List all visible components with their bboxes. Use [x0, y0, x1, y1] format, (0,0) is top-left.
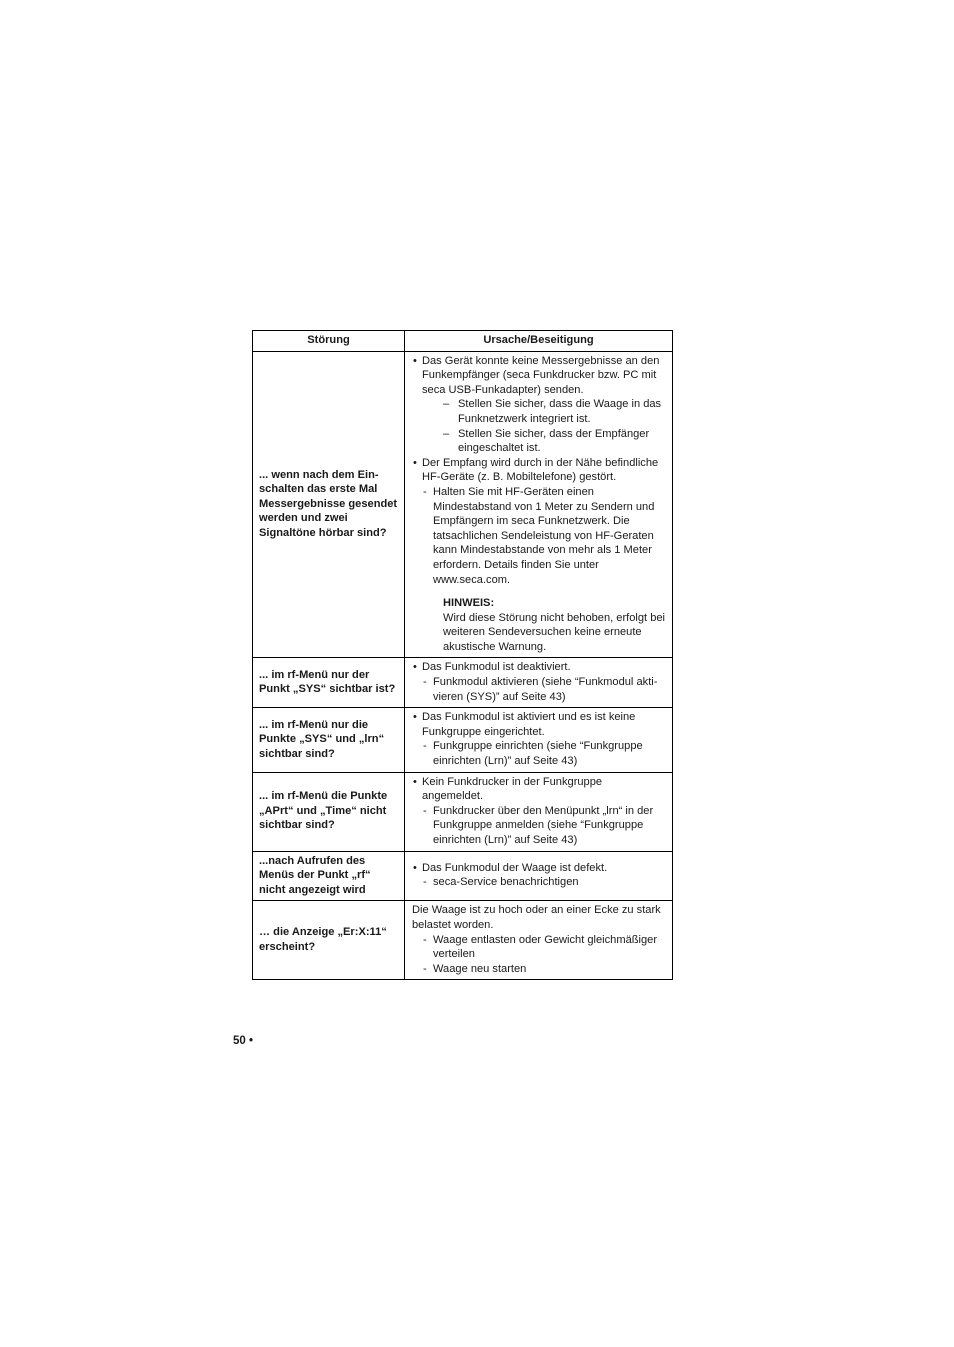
action-text: Funkgruppe einrichten (siehe “Funkgruppe einrichten (Lrn)” auf Seite 43)	[433, 740, 643, 768]
action-text: Funkdrucker über den Menüpunkt „lrn“ in der Funkgruppe anmelden (siehe “Funkgruppe einrichten (Lrn)” auf Seite 43)	[433, 804, 654, 846]
table-row	[253, 901, 673, 980]
cause-cell	[405, 351, 673, 658]
action-item	[411, 962, 666, 977]
bullet-text: Der Empfang wird durch in der Nähe befindliche HF-Geräte (z. B. Mobiltelefone) gestört.	[422, 456, 659, 484]
fault-cell: … die Anzeige „Er:X:11“ erscheint?	[253, 901, 405, 980]
table-row	[253, 351, 673, 658]
bullet-text: Das Funkmodul ist aktiviert und es ist keine Funkgruppe eingerichtet.	[422, 711, 636, 738]
action-text: Funkmodul aktivieren (siehe “Funkmodul aktivieren (SYS)” auf Seite 43)	[433, 676, 658, 703]
dash-mark: –	[443, 398, 450, 411]
troubleshooting-table	[252, 330, 673, 980]
hyphen-mark: -	[423, 676, 427, 689]
dash-item	[411, 427, 666, 456]
table-row	[253, 851, 673, 901]
dash-text: Stellen Sie sicher, dass der Empfänger eingeschaltet ist.	[458, 427, 650, 455]
fault-cell: ... wenn nach dem Einschalten das erste Mal Messergebnisse gesendet werden und zwei Signaltöne hörbar sind?	[253, 351, 405, 658]
action-item	[411, 933, 666, 962]
bullet-item	[411, 710, 666, 739]
bullet-mark: •	[413, 711, 417, 724]
action-text: Waage neu starten	[433, 962, 527, 975]
cause-text: Die Waage ist zu hoch oder an einer Ecke zu stark belastet worden.	[412, 904, 661, 931]
dash-mark: –	[443, 427, 450, 440]
action-item	[411, 875, 666, 890]
action-item	[411, 804, 666, 848]
action-item	[411, 485, 666, 587]
cause-cell	[405, 772, 673, 851]
note-title: HINWEIS:	[443, 597, 495, 610]
column-header-cause: Ursache/Beseitigung	[405, 331, 673, 352]
bullet-mark: •	[413, 456, 417, 469]
bullet-item	[411, 354, 666, 398]
action-text: seca-Service benachrichtigen	[433, 876, 579, 889]
page-number: 50 •	[233, 1035, 254, 1047]
action-item	[411, 675, 666, 704]
action-text: Halten Sie mit HF-Geräten einen Mindestabstand von 1 Meter zu Sendern und Empfängern im seca Funknetzwerk. Die tatsachlichen Sendeleistung von HF-Geraten kann Mindestabstande von mehr als 1 Meter erfordern. Details finden Sie unter www.seca.com.	[433, 485, 655, 586]
hyphen-mark: -	[423, 804, 427, 817]
table-header-row	[253, 331, 673, 352]
hyphen-mark: -	[423, 740, 427, 753]
dash-text: Stellen Sie sicher, dass die Waage in das Funknetzwerk integriert ist.	[458, 398, 662, 425]
bullet-item	[411, 775, 666, 804]
fault-cell: ...nach Aufrufen des Menüs der Punkt „rf“ nicht angezeigt wird	[253, 851, 405, 901]
cause-cell	[405, 901, 673, 980]
dash-item	[411, 397, 666, 426]
table-row	[253, 658, 673, 708]
bullet-item	[411, 660, 666, 675]
bullet-text: Das Gerät konnte keine Messergebnisse an den Funkempfänger (seca Funkdrucker bzw. PC mit seca USB-Funkadapter) senden.	[422, 354, 660, 396]
hyphen-mark: -	[423, 962, 427, 975]
table-row	[253, 772, 673, 851]
bullet-mark: •	[413, 861, 417, 874]
bullet-text: Das Funkmodul der Waage ist defekt.	[422, 861, 608, 874]
hyphen-mark: -	[423, 876, 427, 889]
action-item	[411, 739, 666, 768]
fault-cell: ... im rf-Menü die Punkte „APrt“ und „Time“ nicht sichtbar sind?	[253, 772, 405, 851]
fault-cell: ... im rf-Menü nur die Punkte „SYS“ und „lrn“ sichtbar sind?	[253, 708, 405, 772]
cause-cell	[405, 658, 673, 708]
bullet-mark: •	[413, 354, 417, 367]
table-row	[253, 708, 673, 772]
bullet-mark: •	[413, 661, 417, 674]
hyphen-mark: -	[423, 485, 427, 498]
fault-cell: ... im rf-Menü nur der Punkt „SYS“ sichtbar ist?	[253, 658, 405, 708]
cause-cell	[405, 708, 673, 772]
bullet-item	[411, 456, 666, 485]
bullet-text: Das Funkmodul ist deaktiviert.	[422, 661, 571, 674]
cause-cell	[405, 851, 673, 901]
bullet-item	[411, 861, 666, 876]
bullet-mark: •	[413, 775, 417, 788]
hyphen-mark: -	[423, 933, 427, 946]
action-text: Waage entlasten oder Gewicht gleichmäßiger verteilen	[433, 933, 658, 961]
column-header-fault: Störung	[253, 331, 405, 352]
bullet-text: Kein Funkdrucker in der Funkgruppe angemeldet.	[422, 775, 603, 803]
note-text: Wird diese Störung nicht behoben, erfolgt bei weiteren Sendeversuchen keine erneute akustische Warnung.	[443, 611, 666, 653]
